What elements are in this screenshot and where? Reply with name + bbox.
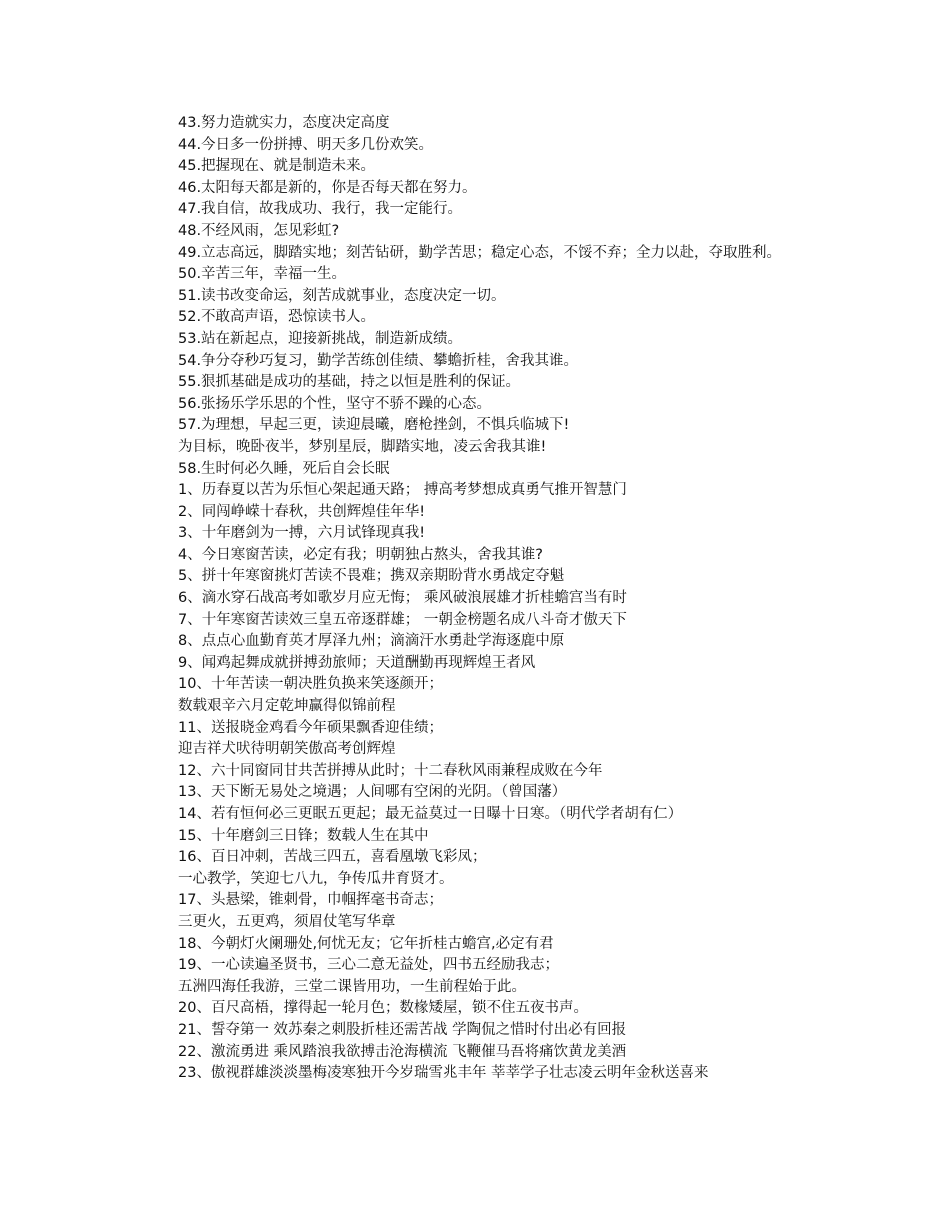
text-line: 21、誓夺第一 效苏秦之刺股折桂还需苦战 学陶侃之惜时付出必有回报 [178,1021,627,1038]
text-line: 14、若有恒何必三更眠五更起；最无益莫过一日曝十日寒。（明代学者胡有仁） [178,806,683,822]
text-line: 45.把握现在、就是制造未来。 [178,158,376,175]
document-body [140,113,820,1085]
text-line: 22、激流勇进 乘风踏浪我欲搏击沧海横流 飞鞭催马吾将痛饮黄龙美酒 [178,1043,627,1060]
text-line: 3、十年磨剑为一搏，六月试锋现真我! [178,525,426,542]
text-line: 47.我自信，故我成功、我行，我一定能行。 [178,201,463,218]
text-line: 1、历春夏以苦为乐恒心架起通天路； 搏高考梦想成真勇气推开智慧门 [178,482,627,499]
text-line: 6、滴水穿石战高考如歌岁月应无悔； 乘风破浪展雄才折桂蟾宫当有时 [178,590,627,607]
text-line: 20、百尺高梧，撑得起一轮月色；数椽矮屋，锁不住五夜书声。 [178,1000,588,1017]
text-line: 12、六十同窗同甘共苦拼搏从此时；十二春秋风雨兼程成败在今年 [178,762,603,779]
text-line: 44.今日多一份拼搏、明天多几份欢笑。 [178,136,434,153]
text-line: 57.为理想，早起三更，读迎晨曦，磨枪挫剑，不惧兵临城下! [178,417,570,434]
text-line: 13、天下断无易处之境遇；人间哪有空闲的光阴。（曾国藩） [178,784,567,801]
text-line: 55.狠抓基础是成功的基础，持之以恒是胜利的保证。 [178,374,521,391]
text-line: 43.努力造就实力，态度决定高度 [178,115,390,131]
text-line: 9、闻鸡起舞成就拼搏劲旅师；天道酬勤再现辉煌王者风 [178,654,536,671]
text-line: 54.争分夺秒巧复习，勤学苦练创佳绩、攀蟾折桂，舍我其谁。 [178,352,579,369]
text-line: 46.太阳每天都是新的，你是否每天都在努力。 [178,179,477,196]
text-line: 11、送报晓金鸡看今年硕果飘香迎佳绩； [178,719,443,736]
text-line: 56.张扬乐学乐思的个性，坚守不骄不躁的心态。 [178,395,492,412]
text-line: 48.不经风雨，怎见彩虹? [178,222,340,239]
text-line: 51.读书改变命运，刻苦成就事业，态度决定一切。 [178,287,506,304]
text-line: 为目标，晚卧夜半，梦别星辰，脚踏实地，凌云舍我其谁! [178,438,547,455]
text-line: 数载艰辛六月定乾坤赢得似锦前程 [178,698,396,715]
text-line: 18、今朝灯火阑珊处,何忧无友；它年折桂古蟾宫,必定有君 [178,935,554,952]
text-line: 三更火，五更鸡，须眉仗笔写华章 [178,913,396,930]
text-line: 23、傲视群雄淡淡墨梅凌寒独开今岁瑞雪兆丰年 莘莘学子壮志凌云明年金秋送喜来 [178,1065,709,1082]
text-line: 10、十年苦读一朝决胜负换来笑逐颜开； [178,676,443,693]
text-line: 7、十年寒窗苦读效三皇五帝逐群雄； 一朝金榜题名成八斗奇才傲天下 [178,611,627,628]
text-line: 17、头悬梁，锥刺骨，巾帼挥毫书奇志； [178,892,443,909]
text-line: 15、十年磨剑三日锋；数载人生在其中 [178,827,429,844]
text-line: 19、一心读遍圣贤书，三心二意无益处，四书五经励我志； [178,957,559,974]
text-line: 49.立志高远，脚踏实地；刻苦钻研，勤学苦思；稳定心态，不馁不弃；全力以赴，夺取胜利。 [178,244,782,261]
text-line: 一心教学，笑迎七八九，争传瓜井育贤才。 [178,870,454,887]
text-line: 53.站在新起点，迎接新挑战，制造新成绩。 [178,330,463,347]
text-line: 五洲四海任我游，三堂二课皆用功，一生前程始于此。 [178,978,526,995]
text-line: 2、同闯峥嵘十春秋，共创辉煌佳年华! [178,503,426,520]
text-line: 58.生时何必久睡，死后自会长眠 [178,460,390,477]
text-line: 5、拼十年寒窗挑灯苦读不畏难；携双亲期盼背水勇战定夺魁 [178,568,565,585]
text-line: 迎吉祥犬吠待明朝笑傲高考创辉煌 [178,741,396,758]
text-line: 50.辛苦三年，幸福一生。 [178,266,347,283]
text-line: 4、今日寒窗苦读，必定有我；明朝独占熬头，舍我其谁? [178,546,543,563]
text-line: 16、百日冲刺，苦战三四五，喜看凰墩飞彩凤； [178,849,487,866]
text-line: 8、点点心血勤育英才厚泽九州；滴滴汗水勇赴学海逐鹿中原 [178,633,565,650]
text-line: 52.不敢高声语，恐惊读书人。 [178,309,376,326]
